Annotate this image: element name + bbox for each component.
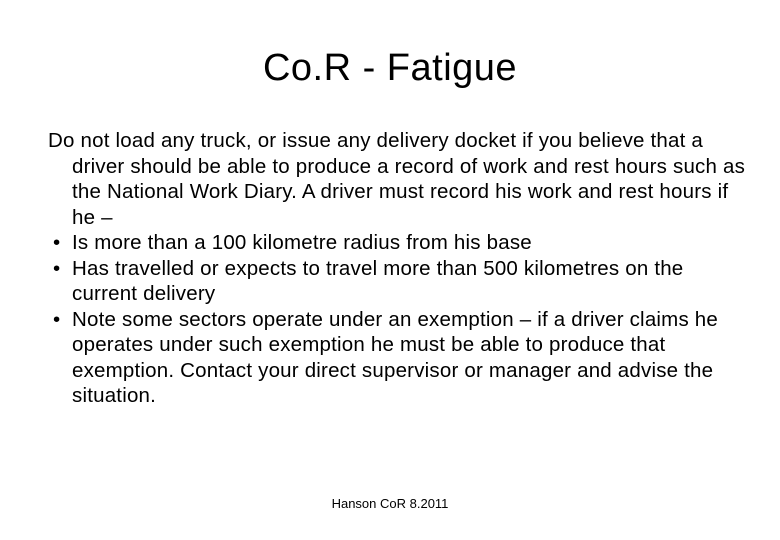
bullet-item-distance xyxy=(48,256,748,307)
intro-paragraph: Do not load any truck, or issue any delivery docket if you believe that a driver should be able to produce a record of work and rest hours such as the National Work Diary. A driver must record his work and rest hours if he – xyxy=(48,129,746,229)
bullet-icon: • xyxy=(53,256,61,280)
bullet-text: Is more than a 100 kilometre radius from his base xyxy=(72,231,532,254)
bullet-text: Note some sectors operate under an exemption – if a driver claims he operates under such exemption he must be able to produce that exemption. Contact your direct supervisor or manager and advise the situation. xyxy=(72,307,718,407)
bullet-list xyxy=(48,230,748,409)
bullet-icon: • xyxy=(53,231,61,254)
slide-title: Co.R - Fatigue xyxy=(262,47,518,89)
bullet-item-radius xyxy=(48,230,748,256)
bullet-item-exemption xyxy=(48,307,748,409)
slide-footer: Hanson CoR 8.2011 xyxy=(331,496,449,511)
slide-body xyxy=(48,128,748,409)
bullet-text: Has travelled or expects to travel more than 500 kilometres on the current delivery xyxy=(72,256,684,305)
bullet-icon: • xyxy=(53,307,61,331)
